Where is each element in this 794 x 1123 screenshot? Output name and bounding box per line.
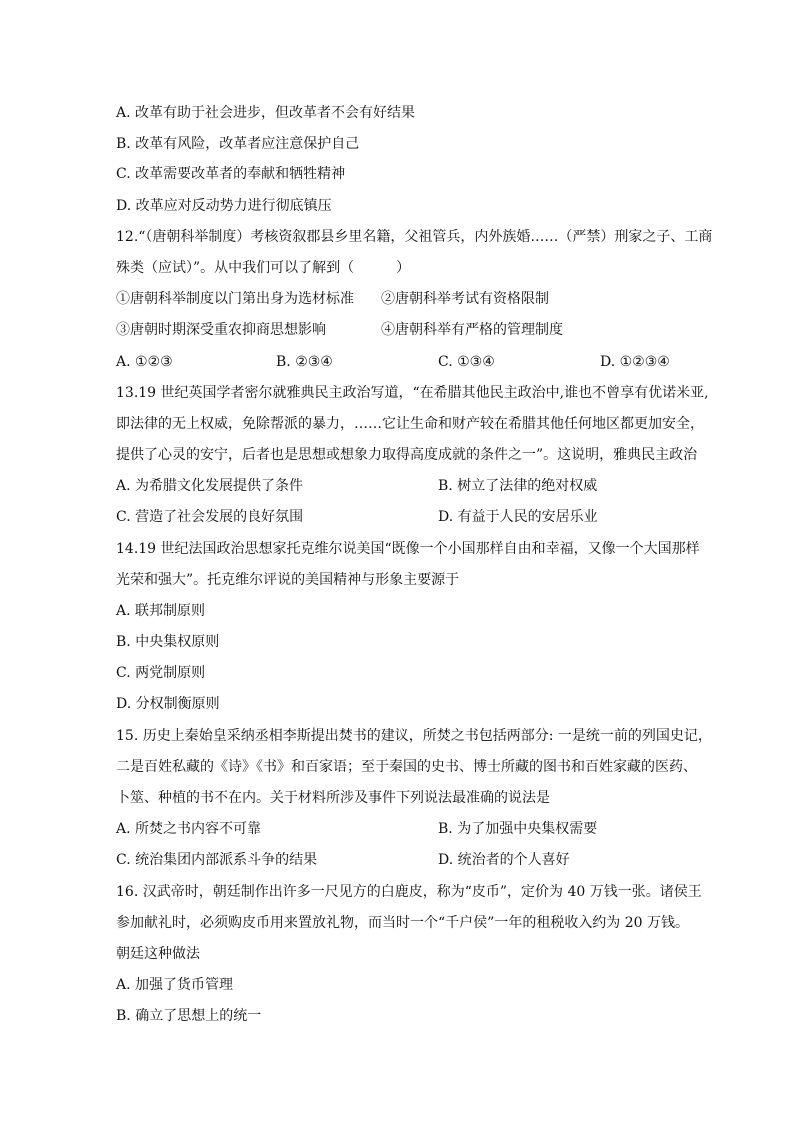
q15-stem-line3: 卜筮、种植的书不在内。关于材料所涉及事件下列说法最准确的说法是: [116, 790, 550, 806]
q12-stem-line1: 12.“（唐朝科举制度）考核资叙郡县乡里名籍，父祖管兵，内外族婚……（严禁）刑家之子、工商: [116, 229, 713, 245]
q13-option-b: B. 树立了法律的绝对权威: [438, 478, 598, 494]
q11-option-d: D. 改革应对反动势力进行彻底镇压: [116, 198, 332, 214]
q11-option-b: B. 改革有风险，改革者应注意保护自己: [116, 136, 360, 152]
q16-option-a: A. 加强了货币管理: [116, 977, 234, 993]
q13-stem-line1: 13.19 世纪英国学者密尔就雅典民主政治写道，“在希腊其他民主政治中,谁也不曾享有优诺米亚,: [116, 385, 709, 401]
q12-option-b: B. ②③④: [276, 354, 333, 370]
q12-item-4: ④唐朝科举有严格的管理制度: [381, 322, 563, 338]
q15-option-d: D. 统治者的个人喜好: [438, 852, 570, 868]
q14-stem-line1: 14.19 世纪法国政治思想家托克维尔说美国“既像一个小国那样自由和幸福，又像一个大国那样: [116, 541, 700, 557]
q14-option-c: C. 两党制原则: [116, 665, 206, 681]
q14-option-a: A. 联邦制原则: [116, 603, 206, 619]
q16-stem-line3: 朝廷这种做法: [116, 946, 200, 962]
q11-option-c: C. 改革需要改革者的奉献和牺牲精神: [116, 166, 346, 182]
q11-option-a: A. 改革有助于社会进步，但改革者不会有好结果: [116, 105, 416, 121]
q14-option-b: B. 中央集权原则: [116, 634, 220, 650]
q15-option-c: C. 统治集团内部派系斗争的结果: [116, 852, 318, 868]
q12-item-1: ①唐朝科举制度以门第出身为选材标准: [116, 291, 354, 307]
q14-option-d: D. 分权制衡原则: [116, 696, 220, 712]
q12-item-3: ③唐朝时期深受重农抑商思想影响: [116, 322, 326, 338]
q13-stem-line2: 即法律的无上权威，免除帮派的暴力，……它让生命和财产较在希腊其他任何地区都更加安全，: [116, 416, 704, 432]
q13-option-a: A. 为希腊文化发展提供了条件: [116, 478, 304, 494]
q16-option-b: B. 确立了思想上的统一: [116, 1008, 262, 1024]
q12-option-c: C. ①③④: [438, 354, 495, 370]
q12-option-a: A. ①②③: [116, 354, 173, 370]
q12-option-d: D. ①②③④: [600, 354, 670, 370]
q16-stem-line2: 参加献礼时，必须购皮币用来置放礼物，而当时一个“千户侯”一年的租税收入约为 20 万钱。: [116, 915, 690, 931]
q13-option-c: C. 营造了社会发展的良好氛围: [116, 509, 304, 525]
q13-option-d: D. 有益于人民的安居乐业: [438, 509, 598, 525]
q12-stem-line2: 殊类（应试）”。从中我们可以了解到（ ）: [116, 260, 411, 276]
q16-stem-line1: 16. 汉武帝时，朝廷制作出许多一尺见方的白鹿皮，称为“皮币”，定价为 40 万钱一张。诸侯王: [116, 884, 702, 900]
q14-stem-line2: 光荣和强大”。托克维尔评说的美国精神与形象主要源于: [116, 572, 460, 588]
q15-stem-line1: 15. 历史上秦始皇采纳丞相李斯提出焚书的建议，所焚之书包括两部分: 一是统一前的列国史记，: [116, 728, 712, 744]
q15-stem-line2: 二是百姓私藏的《诗》《书》和百家语；至于秦国的史书、博士所藏的图书和百姓家藏的医药、: [116, 759, 697, 775]
q15-option-b: B. 为了加强中央集权需要: [438, 821, 598, 837]
q13-stem-line3: 提供了心灵的安宁，后者也是思想或想象力取得高度成就的条件之一”。这说明，雅典民主政治: [116, 447, 698, 463]
q15-option-a: A. 所焚之书内容不可靠: [116, 821, 262, 837]
q12-item-2: ②唐朝科举考试有资格限制: [381, 291, 549, 307]
